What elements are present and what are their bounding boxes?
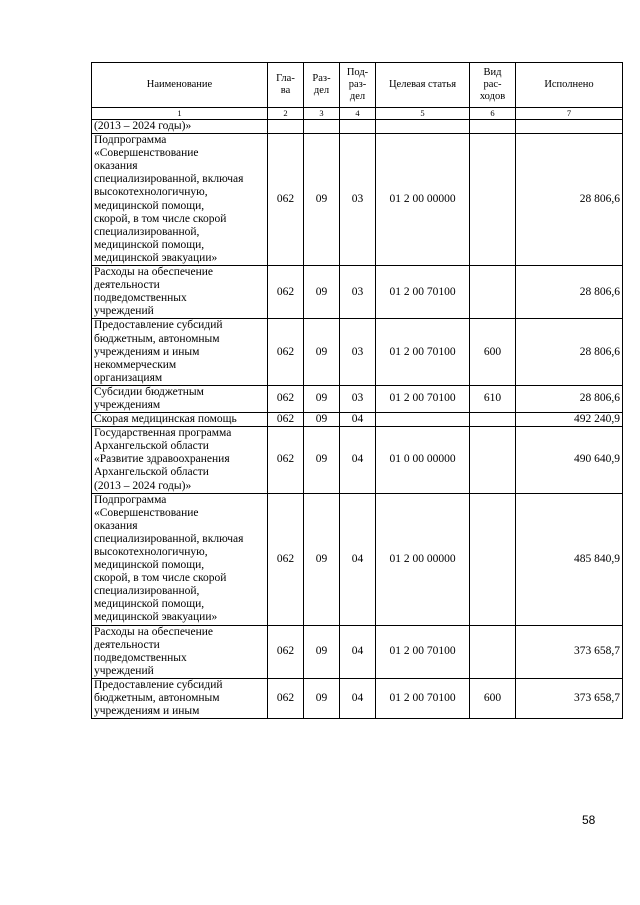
cell-executed: 28 806,6 (516, 319, 623, 385)
column-number: 5 (376, 108, 470, 120)
cell-name: Подпрограмма «Совершенствование оказания специализированной, включая высокотехнологичную, медицинской помощи, скорой, в том числе скорой специализированной, медицинской помощи, медицинской эвакуации» (92, 493, 268, 625)
cell-executed: 490 640,9 (516, 427, 623, 493)
cell-subsection (340, 120, 376, 134)
cell-name: Скорая медицинская помощь (92, 413, 268, 427)
cell-chapter: 062 (268, 427, 304, 493)
cell-exptype (470, 625, 516, 678)
column-number: 6 (470, 108, 516, 120)
cell-section: 09 (304, 385, 340, 412)
cell-executed: 485 840,9 (516, 493, 623, 625)
table-body (92, 120, 623, 719)
cell-executed: 28 806,6 (516, 134, 623, 266)
cell-name: Предоставление субсидий бюджетным, автономным учреждениям и иным некоммерческим организациям (92, 319, 268, 385)
cell-target: 01 2 00 70100 (376, 319, 470, 385)
cell-executed: 373 658,7 (516, 625, 623, 678)
cell-subsection: 04 (340, 678, 376, 718)
cell-name: Субсидии бюджетным учреждениям (92, 385, 268, 412)
cell-chapter: 062 (268, 413, 304, 427)
cell-section: 09 (304, 266, 340, 319)
page-number: 58 (582, 813, 596, 827)
cell-section: 09 (304, 134, 340, 266)
column-header-section: Раз- дел (304, 63, 340, 108)
cell-target: 01 0 00 00000 (376, 427, 470, 493)
table-header (92, 63, 623, 120)
cell-subsection: 04 (340, 427, 376, 493)
cell-section: 09 (304, 319, 340, 385)
table-row (92, 319, 623, 385)
cell-exptype (470, 266, 516, 319)
table-row (92, 266, 623, 319)
cell-target (376, 120, 470, 134)
cell-name: Подпрограмма «Совершенствование оказания специализированной, включая высокотехнологичную, медицинской помощи, скорой, в том числе скорой специализированной, медицинской помощи, медицинской эвакуации» (92, 134, 268, 266)
column-number: 2 (268, 108, 304, 120)
cell-target: 01 2 00 70100 (376, 678, 470, 718)
cell-chapter (268, 120, 304, 134)
cell-exptype: 600 (470, 678, 516, 718)
table-row (92, 134, 623, 266)
cell-chapter: 062 (268, 678, 304, 718)
cell-exptype (470, 493, 516, 625)
column-header-name: Наименование (92, 63, 268, 108)
cell-section: 09 (304, 678, 340, 718)
cell-target: 01 2 00 70100 (376, 625, 470, 678)
cell-chapter: 062 (268, 625, 304, 678)
cell-section: 09 (304, 625, 340, 678)
cell-subsection: 03 (340, 134, 376, 266)
column-header-target: Целевая статья (376, 63, 470, 108)
column-number: 3 (304, 108, 340, 120)
table-row (92, 493, 623, 625)
cell-executed: 28 806,6 (516, 385, 623, 412)
cell-executed (516, 120, 623, 134)
header-row (92, 63, 623, 108)
cell-subsection: 04 (340, 625, 376, 678)
cell-chapter: 062 (268, 266, 304, 319)
cell-subsection: 04 (340, 493, 376, 625)
column-number: 7 (516, 108, 623, 120)
cell-name: Предоставление субсидий бюджетным, автономным учреждениям и иным (92, 678, 268, 718)
cell-section: 09 (304, 427, 340, 493)
cell-exptype (470, 134, 516, 266)
cell-subsection: 03 (340, 319, 376, 385)
cell-name: Расходы на обеспечение деятельности подведомственных учреждений (92, 625, 268, 678)
cell-exptype (470, 413, 516, 427)
cell-section: 09 (304, 413, 340, 427)
cell-target: 01 2 00 00000 (376, 134, 470, 266)
column-number: 1 (92, 108, 268, 120)
table-row (92, 625, 623, 678)
budget-execution-table (91, 62, 623, 719)
table-row (92, 413, 623, 427)
cell-executed: 492 240,9 (516, 413, 623, 427)
cell-name: Расходы на обеспечение деятельности подведомственных учреждений (92, 266, 268, 319)
cell-subsection: 04 (340, 413, 376, 427)
cell-exptype (470, 120, 516, 134)
column-header-subsection: Под- раз- дел (340, 63, 376, 108)
cell-chapter: 062 (268, 493, 304, 625)
column-number-row (92, 108, 623, 120)
cell-exptype: 610 (470, 385, 516, 412)
cell-chapter: 062 (268, 134, 304, 266)
cell-section: 09 (304, 493, 340, 625)
column-header-exptype: Вид рас- ходов (470, 63, 516, 108)
table-row (92, 427, 623, 493)
cell-name: Государственная программа Архангельской области «Развитие здравоохранения Архангельской области (2013 – 2024 годы)» (92, 427, 268, 493)
cell-subsection: 03 (340, 266, 376, 319)
cell-exptype (470, 427, 516, 493)
column-header-chapter: Гла- ва (268, 63, 304, 108)
cell-name: (2013 – 2024 годы)» (92, 120, 268, 134)
cell-target: 01 2 00 70100 (376, 385, 470, 412)
table-row (92, 385, 623, 412)
cell-chapter: 062 (268, 385, 304, 412)
cell-target: 01 2 00 70100 (376, 266, 470, 319)
cell-subsection: 03 (340, 385, 376, 412)
cell-target: 01 2 00 00000 (376, 493, 470, 625)
column-number: 4 (340, 108, 376, 120)
table-row (92, 120, 623, 134)
cell-executed: 373 658,7 (516, 678, 623, 718)
cell-exptype: 600 (470, 319, 516, 385)
cell-section (304, 120, 340, 134)
cell-chapter: 062 (268, 319, 304, 385)
table-row (92, 678, 623, 718)
cell-target (376, 413, 470, 427)
cell-executed: 28 806,6 (516, 266, 623, 319)
column-header-executed: Исполнено (516, 63, 623, 108)
